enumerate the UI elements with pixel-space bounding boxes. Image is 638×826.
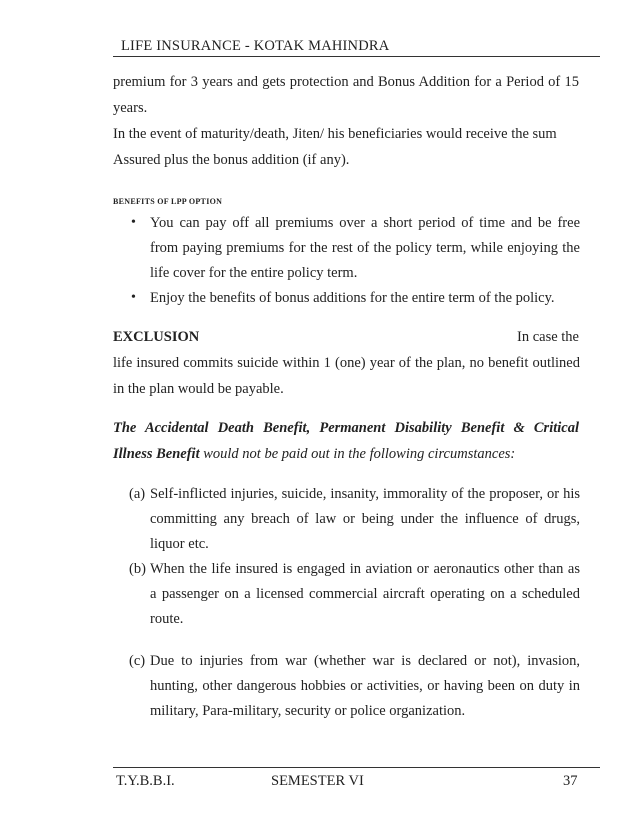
circumstance-line: committing any breach of law or being under the influence of drugs, [150, 511, 580, 527]
circumstance-line: When the life insured is engaged in aviation or aeronautics other than as [150, 561, 580, 577]
circumstance-line: liquor etc. [150, 536, 209, 552]
bullet-icon: • [131, 215, 136, 230]
item-label: (c) [129, 653, 146, 669]
footer-semester: SEMESTER VI [271, 773, 364, 789]
intro-line: Assured plus the bonus addition (if any). [113, 152, 350, 168]
item-label: (a) [129, 486, 146, 502]
header-rule [113, 56, 600, 57]
intro-line: In the event of maturity/death, Jiten/ his beneficiaries would receive the sum [113, 126, 557, 142]
circumstance-line: route. [150, 611, 184, 627]
item-label: (b) [129, 561, 146, 577]
benefit-line: life cover for the entire policy term. [150, 265, 358, 281]
intro-line: premium for 3 years and gets protection and Bonus Addition for a Period of 15 [113, 74, 579, 90]
benefit-line: from paying premiums for the rest of the policy term, while enjoying the [150, 240, 580, 256]
circumstance-line: Due to injuries from war (whether war is declared or not), invasion, [150, 653, 580, 669]
page-number: 37 [563, 773, 578, 789]
page-header: LIFE INSURANCE - KOTAK MAHINDRA [121, 38, 390, 54]
exclusion-heading: EXCLUSION [113, 329, 200, 345]
benefit-line: Enjoy the benefits of bonus additions for the entire term of the policy. [150, 290, 555, 306]
accidental-benefit-line: The Accidental Death Benefit, Permanent Disability Benefit & Critical [113, 420, 579, 436]
circumstance-line: a passenger on a licensed commercial aircraft operating on a scheduled [150, 586, 580, 602]
bullet-icon: • [131, 290, 136, 305]
intro-line: years. [113, 100, 148, 116]
exclusion-line: in the plan would be payable. [113, 381, 284, 397]
benefits-heading: BENEFITS OF LPP OPTION [113, 197, 223, 206]
accidental-benefit-term: Illness Benefit [113, 446, 200, 462]
footer-rule [113, 767, 600, 768]
exclusion-line: life insured commits suicide within 1 (one) year of the plan, no benefit outlined [113, 355, 580, 371]
circumstance-line: hunting, other dangerous hobbies or activities, or having been on duty in [150, 678, 580, 694]
benefit-line: You can pay off all premiums over a short period of time and be free [150, 215, 580, 231]
footer-course: T.Y.B.B.I. [116, 773, 175, 789]
accidental-benefit-text: would not be paid out in the following circumstances: [199, 446, 516, 462]
accidental-benefit-line [113, 446, 515, 463]
circumstance-line: Self-inflicted injuries, suicide, insanity, immorality of the proposer, or his [150, 486, 580, 502]
exclusion-lead: In case the [517, 329, 579, 345]
circumstance-line: military, Para-military, security or police organization. [150, 703, 466, 719]
